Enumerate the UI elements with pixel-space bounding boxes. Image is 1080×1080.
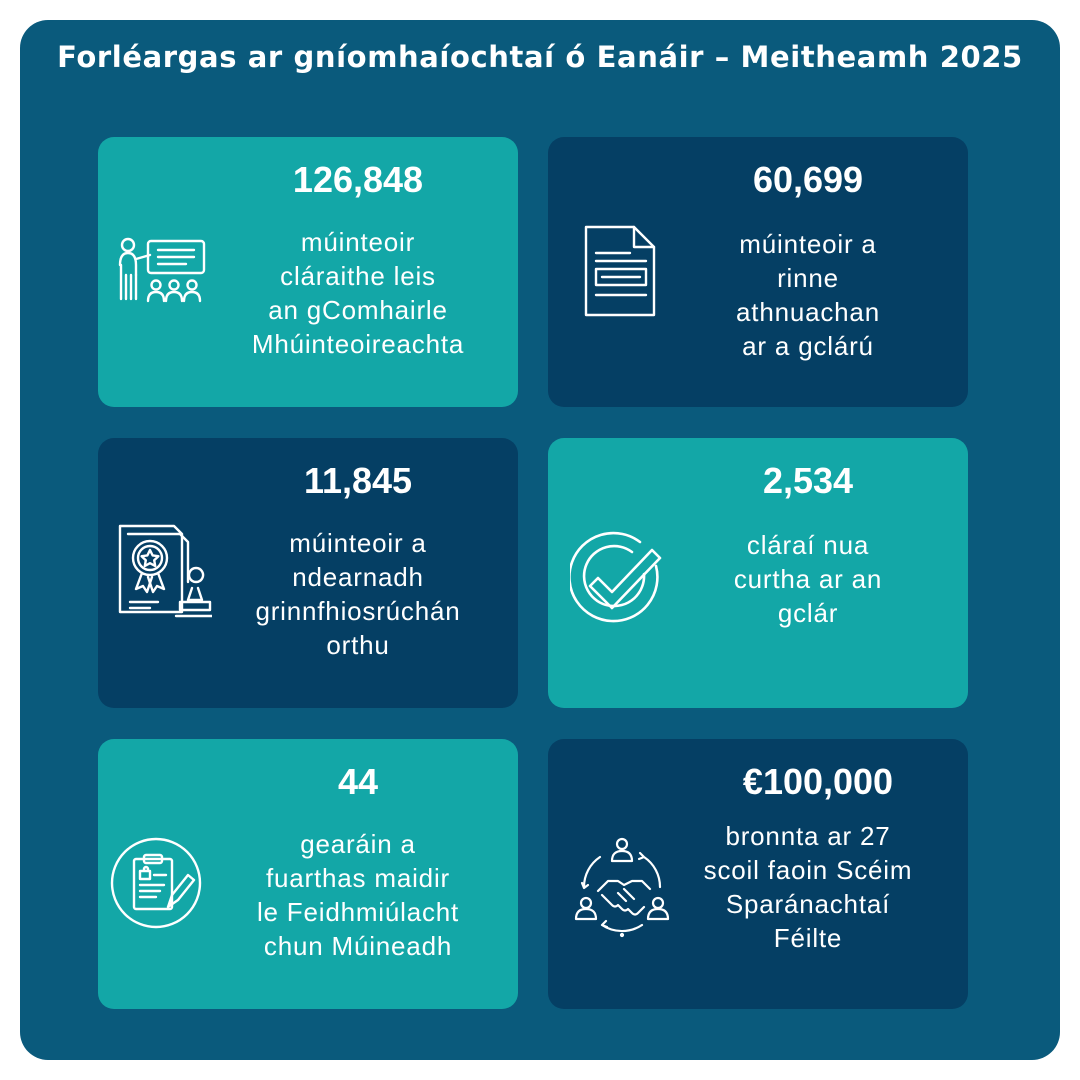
teacher-presentation-icon [116, 235, 212, 307]
certificate-stamp-icon [112, 522, 212, 622]
check-circle-icon [570, 530, 670, 626]
page-title: Forléargas ar gníomhaíochtaí ó Eanáir – Meitheamh 2025 [57, 40, 1023, 74]
stat-figure: 60,699 [752, 159, 864, 200]
handshake-network-icon [572, 835, 672, 939]
stat-description: bronnta ar 27 scoil faoin Scéim Sparánachtaí Féilte [703, 821, 913, 953]
stat-card-complaints [98, 739, 518, 1009]
stat-description: múinteoir a rinne athnuachan ar a gclárú [736, 229, 880, 361]
stat-figure: €100,000 [742, 761, 894, 802]
stat-card-vetting [98, 438, 518, 708]
clipboard-pen-icon [108, 835, 204, 931]
document-icon [582, 223, 658, 319]
stat-card-renewals [548, 137, 968, 407]
stat-card-registered-teachers [98, 137, 518, 407]
stat-description: múinteoir a ndearnadh grinnfhiosrúchán orthu [255, 528, 461, 660]
stat-card-new-registrants [548, 438, 968, 708]
stat-figure: 126,848 [292, 159, 424, 200]
stat-description: múinteoir cláraithe leis an gComhairle Mhúinteoireachta [251, 227, 465, 359]
stat-figure: 11,845 [303, 460, 413, 501]
stat-figure: 44 [337, 761, 379, 802]
stat-figure: 2,534 [762, 460, 854, 501]
stat-card-bursaries [548, 739, 968, 1009]
stat-description: gearáin a fuarthas maidir le Feidhmiúlacht chun Múineadh [256, 829, 460, 961]
stat-description: cláraí nua curtha ar an gclár [733, 530, 883, 628]
